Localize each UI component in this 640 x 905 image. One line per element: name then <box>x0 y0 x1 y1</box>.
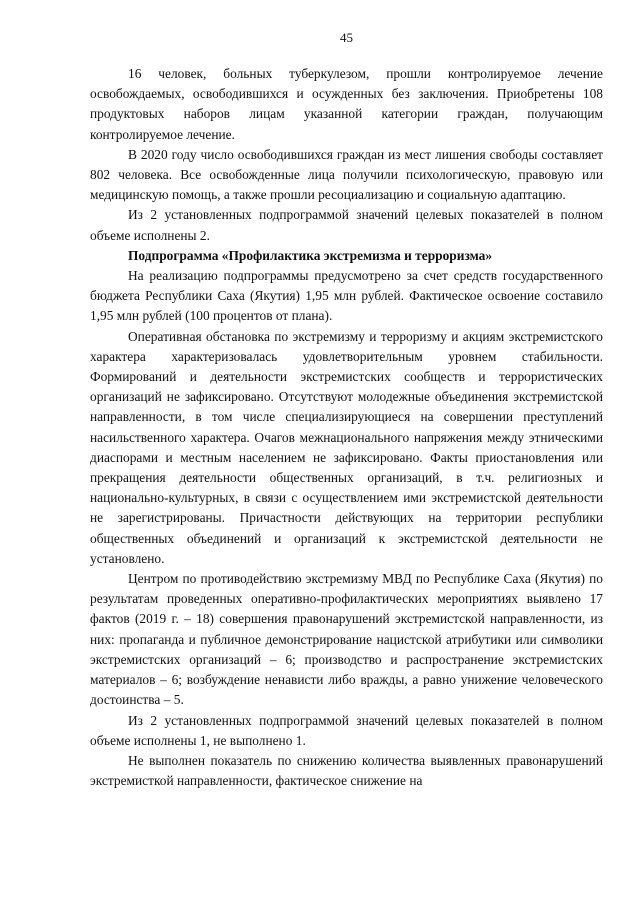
paragraph-counter-extremism-center: Центром по противодействию экстремизму МВД по Республике Саха (Якутия) по результатам проведенных оперативно-профилактических мероприятиях выявлено 17 фактов (2019 г. – 18) совершения правонарушений экстремистской направленности, из них: пропаганда и публичное демонстрирование нацистской атрибутики или символики экстремистских организаций – 6; производство и распространение экстремистских материалов – 6; возбуждение ненависти либо вражды, а равно унижение человеческого достоинства – 5. <box>90 571 603 708</box>
paragraph-unfulfilled-indicator: Не выполнен показатель по снижению количества выявленных правонарушений экстремисткой направленности, фактическое снижение на <box>90 752 603 789</box>
paragraph-released-citizens: В 2020 году число освободившихся граждан из мест лишения свободы составляет 802 человека. Все освобожденные лица получили психологическую, правовую или медицинскую помощь, а также прошли ресоциализацию и социальную адаптацию. <box>90 146 603 203</box>
paragraph-tuberculosis-treatment: 16 человек, больных туберкулезом, прошли контролируемое лечение освобождаемых, освободившихся и осужденных без заключения. Приобретены 108 продуктовых наборов лицам указанной категории граждан, получающим контролируемое лечение. <box>90 66 603 142</box>
section-heading: Подпрограмма «Профилактика экстремизма и терроризма» <box>128 247 493 263</box>
paragraph-target-indicators-1: Из 2 установленных подпрограммой значений целевых показателей в полном объеме исполнены 2. <box>90 207 603 243</box>
paragraph-operational-situation: Оперативная обстановка по экстремизму и терроризму и акциям экстремистского характера характеризовалась удовлетворительным уровнем стабильности. Формирований и деятельности экстремистских сообществ и террористических организаций не зафиксировано. Отсутствуют молодежные объединения экстремистской направленности, в том числе специализирующиеся на совершении преступлений насильственного характера. Очагов межнационального напряжения между этническими диаспорами и местным населением не зафиксировано. Факты приостановления или прекращения деятельности общественных организаций, в т.ч. религиозных и национально-культурных, в связи с осуществлением ими экстремистской деятельности не зарегистрированы. Причастности действующих на территории республики общественных объединений и организаций к экстремистской деятельности не установлено. <box>90 328 603 566</box>
paragraph-funding: На реализацию подпрограммы предусмотрено за счет средств государственного бюджета Республики Саха (Якутия) 1,95 млн рублей. Фактическое освоение составило 1,95 млн рублей (100 процентов от плана). <box>90 268 603 324</box>
paragraph-target-indicators-2: Из 2 установленных подпрограммой значений целевых показателей в полном объеме исполнены 1, не выполнено 1. <box>90 712 603 748</box>
page-number: 45 <box>340 30 353 45</box>
